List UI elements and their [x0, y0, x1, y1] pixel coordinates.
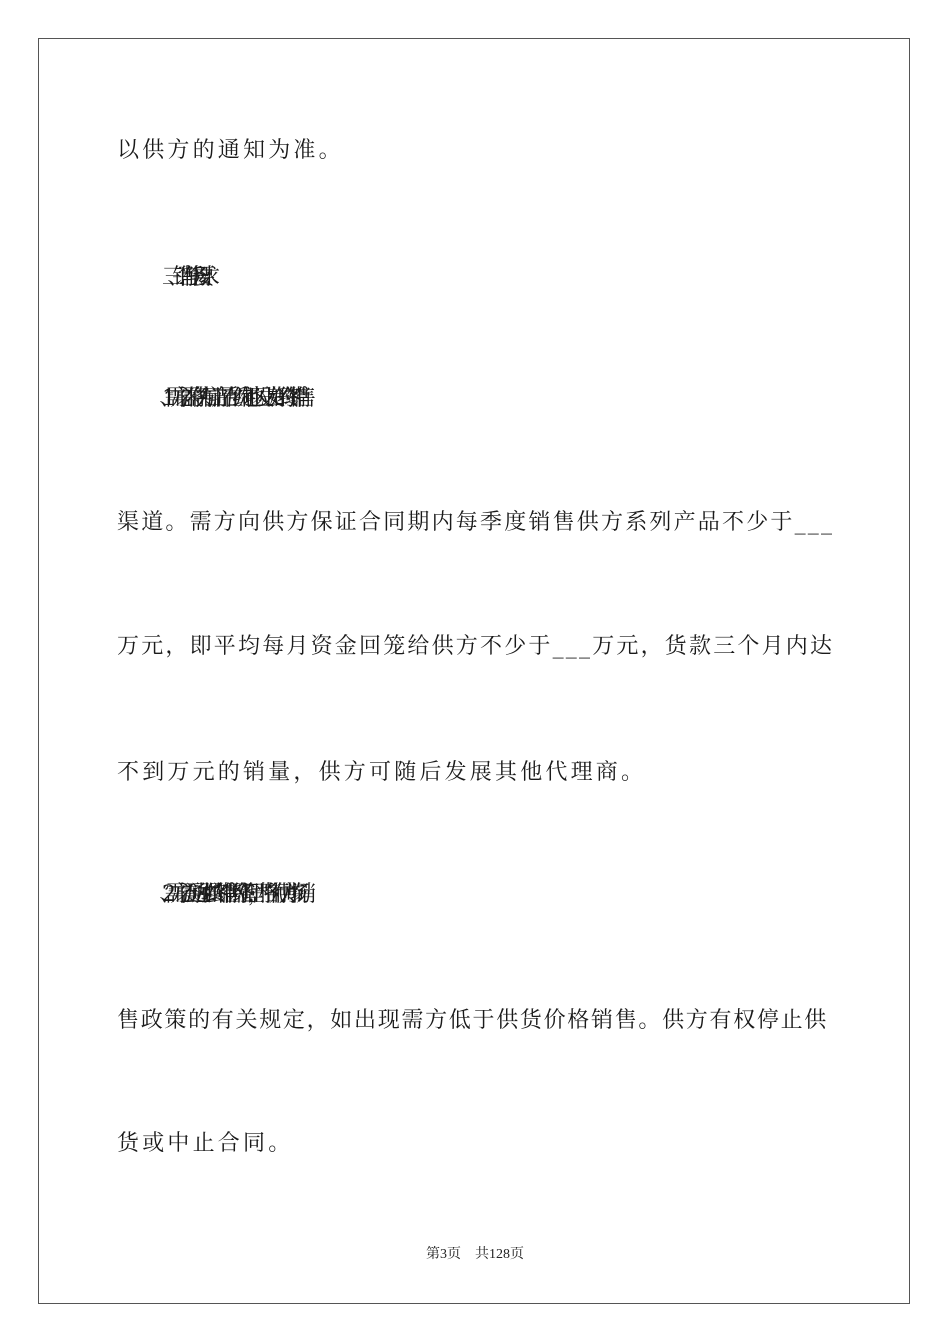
section-heading: 三、销售任务要求：	[162, 265, 209, 290]
paragraph-line: 万元，即平均每月资金回笼给供方不少于___万元，货款三个月内达	[117, 634, 835, 659]
page-total: 共128页	[475, 1247, 524, 1262]
paragraph-line: 渠道。需方向供方保证合同期内每季度销售供方系列产品不少于___	[117, 510, 835, 535]
page-footer	[0, 1245, 950, 1265]
paragraph-line: 货或中止合同。	[117, 1131, 294, 1156]
paragraph-line: 不到万元的销量，供方可随后发展其他代理商。	[117, 760, 647, 785]
paragraph-line: 1、需方必需将供方目前产品在所约定地区设立良好的终端销售	[162, 386, 300, 411]
page-border	[38, 38, 910, 1304]
paragraph-line: 2、需方必需通过加强终端销售网络管理，严格执行供方市场销	[162, 882, 300, 907]
paragraph-line: 以供方的通知为准。	[117, 138, 344, 163]
paragraph-line: 售政策的有关规定，如出现需方低于供货价格销售。供方有权停止供	[117, 1008, 829, 1033]
page-number: 第3页	[426, 1247, 461, 1262]
